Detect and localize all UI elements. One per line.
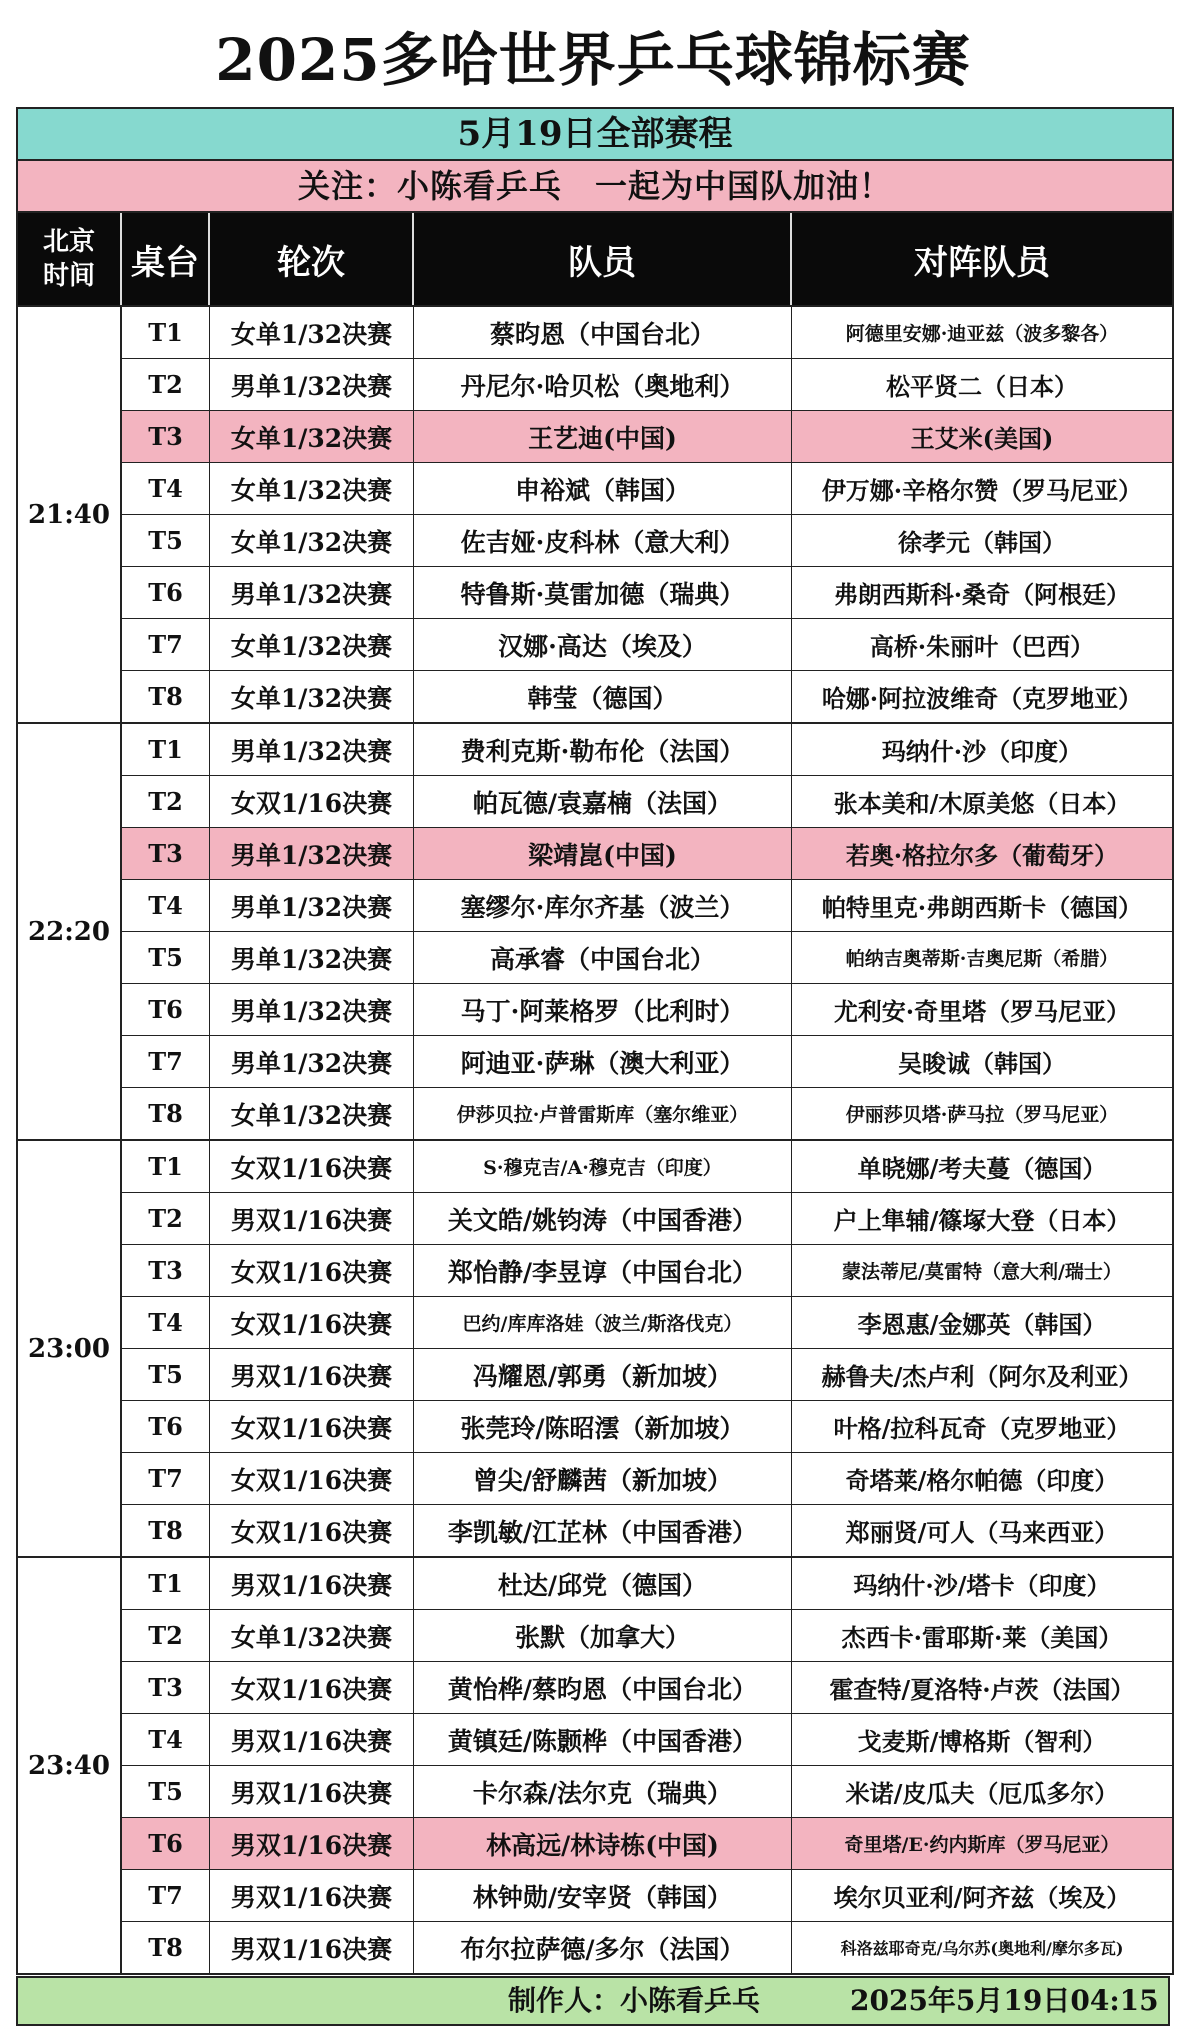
match-row [122,1662,1172,1714]
header-table: 桌台 [122,213,210,305]
match-rows [122,1141,1172,1556]
match-row [122,1818,1172,1870]
player-cell: 巴约/库库洛娃（波兰/斯洛伐克） [414,1297,792,1348]
opponent-cell: 科洛兹耶奇克/乌尔苏(奥地利/摩尔多瓦) [840,1939,1124,1958]
opponent-cell: 松平贤二（日本） [886,372,1078,401]
opponent-cell: 戈麦斯/博格斯（智利） [857,1727,1107,1756]
table-cell: T3 [122,828,210,879]
opponent-cell: 赫鲁夫/杰卢利（阿尔及利亚） [821,1362,1143,1391]
opponent-cell: 户上隼辅/篠塚大登（日本） [833,1206,1131,1235]
player-cell: 郑怡静/李昱谆（中国台北） [414,1245,792,1296]
round-cell: 女双1/16决赛 [210,1505,414,1556]
table-cell: T8 [122,1922,210,1973]
round-cell: 女双1/16决赛 [210,776,414,827]
round-cell: 男双1/16决赛 [210,1558,414,1609]
opponent-cell: 阿德里安娜·迪亚兹（波多黎各） [845,323,1119,345]
match-row [122,880,1172,932]
player-cell: 杜达/邱党（德国） [414,1558,792,1609]
table-cell: T1 [122,1558,210,1609]
match-rows [122,724,1172,1139]
match-row [122,1453,1172,1505]
table-cell: T6 [122,567,210,618]
round-cell: 女单1/32决赛 [210,1610,414,1661]
round-cell: 男双1/16决赛 [210,1818,414,1869]
round-cell: 女双1/16决赛 [210,1297,414,1348]
player-cell: 张莞玲/陈昭澐（新加坡） [414,1401,792,1452]
player-cell: 特鲁斯·莫雷加德（瑞典） [414,567,792,618]
time-block [18,1141,1172,1558]
table-cell: T3 [122,411,210,462]
player-cell: 塞缪尔·库尔齐基（波兰） [414,880,792,931]
round-cell: 男双1/16决赛 [210,1870,414,1921]
table-cell: T1 [122,1141,210,1192]
player-cell: 高承睿（中国台北） [414,932,792,983]
match-row [122,932,1172,984]
match-row [122,463,1172,515]
table-cell: T6 [122,1818,210,1869]
header-opponent: 对阵队员 [914,242,1050,283]
match-row [122,1766,1172,1818]
opponent-cell: 张本美和/木原美悠（日本） [833,789,1131,818]
player-cell: 布尔拉萨德/多尔（法国） [414,1922,792,1973]
player-cell: 林高远/林诗栋(中国) [414,1818,792,1869]
table-cell: T7 [122,1453,210,1504]
match-row [122,1870,1172,1922]
table-cell: T4 [122,880,210,931]
player-cell: 关文皓/姚钧涛（中国香港） [414,1193,792,1244]
opponent-cell: 帕特里克·弗朗西斯卡（德国） [821,893,1143,922]
match-row [122,1297,1172,1349]
match-row [122,567,1172,619]
player-cell: 丹尼尔·哈贝松（奥地利） [414,359,792,410]
match-row [122,1610,1172,1662]
opponent-cell: 玛纳什·沙/塔卡（印度） [853,1571,1111,1600]
round-cell: 男单1/32决赛 [210,567,414,618]
header-player: 队员 [414,213,792,305]
opponent-cell: 叶格/拉科瓦奇（克罗地亚） [833,1414,1131,1443]
match-rows [122,307,1172,722]
time-slot: 23:00 [18,1141,122,1556]
round-cell: 女单1/32决赛 [210,515,414,566]
match-rows [122,1558,1172,1973]
opponent-cell: 王艾米(美国) [910,424,1054,453]
notice-bar: 关注：小陈看乒乓 一起为中国队加油！ [18,161,1172,213]
header-time: 北京 时间 [18,213,122,305]
table-cell: T8 [122,1088,210,1139]
match-row [122,1349,1172,1401]
table-cell: T2 [122,776,210,827]
round-cell: 女单1/32决赛 [210,671,414,722]
round-cell: 男单1/32决赛 [210,1036,414,1087]
time-block [18,307,1172,724]
table-cell: T1 [122,724,210,775]
round-cell: 男双1/16决赛 [210,1766,414,1817]
player-cell: 黄怡桦/蔡昀恩（中国台北） [414,1662,792,1713]
player-cell: 李凯敏/江芷林（中国香港） [414,1505,792,1556]
time-slot: 21:40 [18,307,122,722]
schedule-table [16,107,1174,1975]
round-cell: 女双1/16决赛 [210,1453,414,1504]
table-cell: T5 [122,515,210,566]
match-row [122,828,1172,880]
match-row [122,1088,1172,1139]
match-row [122,724,1172,776]
round-cell: 男双1/16决赛 [210,1349,414,1400]
table-cell: T8 [122,1505,210,1556]
table-cell: T4 [122,463,210,514]
player-cell: 阿迪亚·萨琳（澳大利亚） [414,1036,792,1087]
opponent-cell: 帕纳吉奥蒂斯·吉奥尼斯（希腊） [845,948,1119,970]
header-round: 轮次 [210,213,414,305]
opponent-cell: 奇塔莱/格尔帕德（印度） [845,1466,1119,1495]
player-cell: 曾尖/舒麟茜（新加坡） [414,1453,792,1504]
player-cell: 帕瓦德/袁嘉楠（法国） [414,776,792,827]
table-cell: T6 [122,984,210,1035]
player-cell: 韩莹（德国） [414,671,792,722]
player-cell: 王艺迪(中国) [414,411,792,462]
round-cell: 女单1/32决赛 [210,463,414,514]
table-cell: T2 [122,1193,210,1244]
table-cell: T5 [122,932,210,983]
table-cell: T6 [122,1401,210,1452]
player-cell: 费利克斯·勒布伦（法国） [414,724,792,775]
round-cell: 女双1/16决赛 [210,1662,414,1713]
match-row [122,671,1172,722]
round-cell: 男单1/32决赛 [210,828,414,879]
match-row [122,1505,1172,1556]
table-cell: T2 [122,1610,210,1661]
time-blocks [18,307,1172,1973]
round-cell: 男双1/16决赛 [210,1714,414,1765]
round-cell: 女双1/16决赛 [210,1141,414,1192]
footer-maker: 制作人：小陈看乒乓 [508,1984,761,2017]
match-row [122,359,1172,411]
round-cell: 男单1/32决赛 [210,984,414,1035]
player-cell: 梁靖崑(中国) [414,828,792,879]
table-cell: T3 [122,1662,210,1713]
opponent-cell: 尤利安·奇里塔（罗马尼亚） [833,997,1131,1026]
player-cell: S·穆克吉/A·穆克吉（印度） [414,1141,792,1192]
player-cell: 汉娜·高达（埃及） [414,619,792,670]
opponent-cell: 米诺/皮瓜夫（厄瓜多尔） [845,1779,1119,1808]
match-row [122,1558,1172,1610]
player-cell: 蔡昀恩（中国台北） [414,307,792,358]
match-row [122,1193,1172,1245]
table-cell: T8 [122,671,210,722]
player-cell: 马丁·阿莱格罗（比利时） [414,984,792,1035]
opponent-cell: 伊丽莎贝塔·萨马拉（罗马尼亚） [845,1104,1119,1126]
player-cell: 卡尔森/法尔克（瑞典） [414,1766,792,1817]
match-row [122,1245,1172,1297]
round-cell: 男双1/16决赛 [210,1922,414,1973]
time-block [18,724,1172,1141]
opponent-cell: 吴晙诚（韩国） [898,1049,1066,1078]
round-cell: 女单1/32决赛 [210,411,414,462]
table-cell: T1 [122,307,210,358]
time-slot: 23:40 [18,1558,122,1973]
table-cell: T4 [122,1714,210,1765]
match-row [122,776,1172,828]
round-cell: 女双1/16决赛 [210,1401,414,1452]
match-row [122,515,1172,567]
opponent-cell: 霍查特/夏洛特·卢茨（法国） [829,1675,1135,1704]
opponent-cell: 弗朗西斯科·桑奇（阿根廷） [833,580,1131,609]
match-row [122,1036,1172,1088]
match-row [122,1401,1172,1453]
opponent-cell: 伊万娜·辛格尔赞（罗马尼亚） [821,476,1143,505]
opponent-cell: 蒙法蒂尼/莫雷特（意大利/瑞士） [842,1261,1122,1283]
table-cell: T5 [122,1766,210,1817]
opponent-cell: 埃尔贝亚利/阿齐兹（埃及） [833,1883,1131,1912]
player-cell: 黄镇廷/陈颢桦（中国香港） [414,1714,792,1765]
player-cell: 申裕斌（韩国） [414,463,792,514]
match-row [122,984,1172,1036]
player-cell: 张默（加拿大） [414,1610,792,1661]
table-cell: T3 [122,1245,210,1296]
time-block [18,1558,1172,1973]
table-cell: T5 [122,1349,210,1400]
opponent-cell: 哈娜·阿拉波维奇（克罗地亚） [821,684,1143,713]
match-row [122,1714,1172,1766]
match-row [122,307,1172,359]
opponent-cell: 若奥·格拉尔多（葡萄牙） [845,841,1119,870]
opponent-cell: 郑丽贤/可人（马来西亚） [845,1518,1119,1547]
page-title: 2025多哈世界乒乓球锦标赛 [215,26,971,94]
round-cell: 男双1/16决赛 [210,1193,414,1244]
table-cell: T7 [122,1036,210,1087]
player-cell: 林钟勋/安宰贤（韩国） [414,1870,792,1921]
round-cell: 女双1/16决赛 [210,1245,414,1296]
date-subtitle-bar: 5月19日全部赛程 [18,109,1172,161]
table-cell: T7 [122,1870,210,1921]
player-cell: 伊莎贝拉·卢普雷斯库（塞尔维亚） [414,1088,792,1139]
opponent-cell: 奇里塔/E·约内斯库（罗马尼亚） [844,1834,1120,1856]
match-row [122,411,1172,463]
opponent-cell: 杰西卡·雷耶斯·莱（美国） [841,1623,1123,1652]
table-cell: T2 [122,359,210,410]
match-row [122,619,1172,671]
round-cell: 男单1/32决赛 [210,359,414,410]
table-cell: T7 [122,619,210,670]
opponent-cell: 高桥·朱丽叶（巴西） [869,632,1095,661]
opponent-cell: 玛纳什·沙（印度） [881,737,1083,766]
round-cell: 女单1/32决赛 [210,307,414,358]
footer-bar [16,1976,1170,2026]
player-cell: 冯耀恩/郭勇（新加坡） [414,1349,792,1400]
time-slot: 22:20 [18,724,122,1139]
round-cell: 男单1/32决赛 [210,724,414,775]
footer-date: 2025年5月19日04:15 [850,1984,1159,2017]
table-cell: T4 [122,1297,210,1348]
opponent-cell: 李恩惠/金娜英（韩国） [857,1310,1107,1339]
round-cell: 女单1/32决赛 [210,619,414,670]
opponent-cell: 单晓娜/考夫蔓（德国） [857,1154,1107,1183]
round-cell: 男单1/32决赛 [210,880,414,931]
player-cell: 佐吉娅·皮科林（意大利） [414,515,792,566]
match-row [122,1141,1172,1193]
round-cell: 男单1/32决赛 [210,932,414,983]
match-row [122,1922,1172,1973]
table-header [18,213,1172,307]
opponent-cell: 徐孝元（韩国） [898,528,1066,557]
round-cell: 女单1/32决赛 [210,1088,414,1139]
